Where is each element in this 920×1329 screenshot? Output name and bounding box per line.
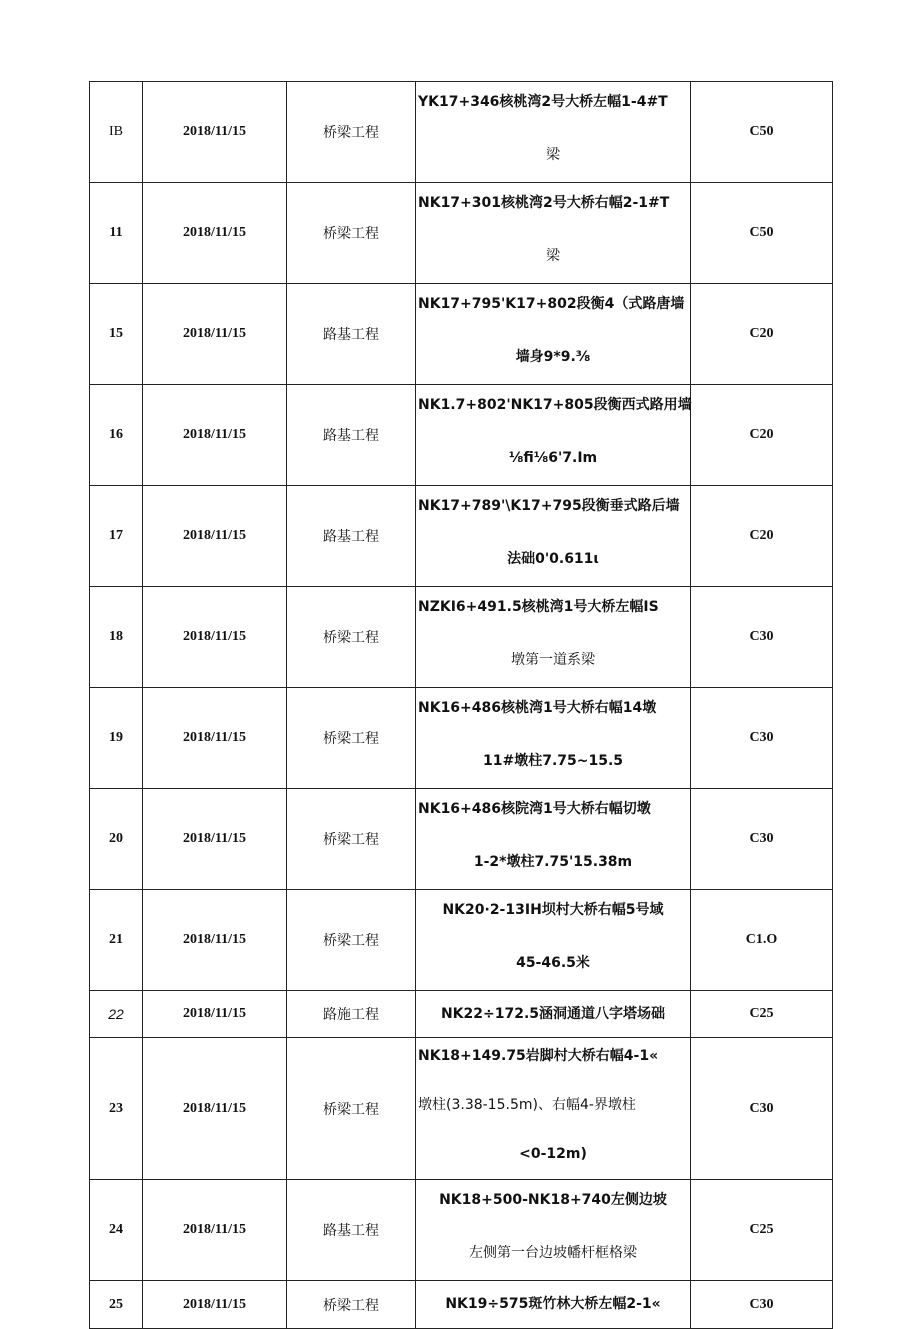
row-strength-grade: C20: [691, 486, 833, 587]
description-line-1: YK17+346核桃湾2号大桥左幅1-4#T: [418, 94, 668, 110]
row-date: 2018/11/15: [143, 587, 287, 688]
row-category: 路施工程: [287, 991, 416, 1038]
row-date: 2018/11/15: [143, 284, 287, 385]
description-line-1: NK16+486核院湾1号大桥右幅切墩: [418, 801, 651, 817]
table-row: [90, 1180, 833, 1281]
row-date: 2018/11/15: [143, 789, 287, 890]
description-line-1: NK22÷172.5涵洞通道八字塔场础: [440, 1006, 666, 1022]
description-line-2: 法础0'0.611ι: [507, 551, 599, 567]
row-category: 桥梁工程: [287, 82, 416, 183]
row-category: 桥梁工程: [287, 183, 416, 284]
row-date: 2018/11/15: [143, 890, 287, 991]
row-strength-grade: C30: [691, 1281, 833, 1329]
row-description: [416, 385, 691, 486]
row-date: 2018/11/15: [143, 82, 287, 183]
row-number: 22: [90, 991, 143, 1038]
description-line-1: NK19÷575斑竹林大桥左幅2-1«: [445, 1296, 661, 1312]
table-row: [90, 486, 833, 587]
row-category: 桥梁工程: [287, 890, 416, 991]
row-strength-grade: C50: [691, 82, 833, 183]
row-category: 桥梁工程: [287, 789, 416, 890]
row-number: 19: [90, 688, 143, 789]
description-line-1: NZKI6+491.5核桃湾1号大桥左幅IS: [418, 599, 659, 615]
row-description: [416, 688, 691, 789]
row-number: 25: [90, 1281, 143, 1329]
row-category: 路基工程: [287, 284, 416, 385]
row-date: 2018/11/15: [143, 385, 287, 486]
row-number: 15: [90, 284, 143, 385]
row-strength-grade: C20: [691, 284, 833, 385]
row-category: 路基工程: [287, 385, 416, 486]
row-strength-grade: C25: [691, 991, 833, 1038]
row-category: 桥梁工程: [287, 688, 416, 789]
row-description: [416, 284, 691, 385]
table-row: [90, 385, 833, 486]
row-category: 桥梁工程: [287, 1281, 416, 1329]
row-date: 2018/11/15: [143, 183, 287, 284]
row-date: 2018/11/15: [143, 486, 287, 587]
row-strength-grade: C50: [691, 183, 833, 284]
table-row: [90, 284, 833, 385]
table-row: [90, 688, 833, 789]
row-date: 2018/11/15: [143, 1038, 287, 1180]
table-row: [90, 1281, 833, 1329]
row-description: [416, 82, 691, 183]
row-number: IB: [90, 82, 143, 183]
row-number: 16: [90, 385, 143, 486]
row-description: [416, 991, 691, 1038]
row-number: 20: [90, 789, 143, 890]
table-row: [90, 183, 833, 284]
row-description: [416, 183, 691, 284]
description-line-2: 45-46.5米: [516, 955, 590, 971]
description-line-1: NK16+486核桃湾1号大桥右幅14墩: [418, 700, 657, 716]
row-strength-grade: C25: [691, 1180, 833, 1281]
table-row: [90, 991, 833, 1038]
table-row: [90, 1038, 833, 1180]
description-line-2: 梁: [546, 147, 560, 163]
description-line-2: 1-2*墩柱7.75'15.38m: [473, 854, 633, 870]
description-line-1: NK20·2-13IH坝村大桥右幅5号域: [442, 902, 664, 918]
description-line-1: NK17+795'K17+802段衡4（式路唐墙: [418, 296, 685, 312]
row-strength-grade: C20: [691, 385, 833, 486]
row-date: 2018/11/15: [143, 688, 287, 789]
row-description: [416, 1281, 691, 1329]
row-category: 桥梁工程: [287, 587, 416, 688]
description-line-2: 墙身9*9.⅜: [515, 349, 591, 365]
description-line-2: 左侧第一台边坡幡杆框格梁: [469, 1245, 637, 1261]
description-line-2: 墩第一道系梁: [511, 652, 595, 668]
table-row: [90, 890, 833, 991]
table-row: [90, 82, 833, 183]
row-strength-grade: C30: [691, 1038, 833, 1180]
row-category: 路基工程: [287, 1180, 416, 1281]
row-number: 17: [90, 486, 143, 587]
row-number: 18: [90, 587, 143, 688]
description-line-2: 11#墩柱7.75~15.5: [482, 753, 624, 769]
table-row: [90, 789, 833, 890]
description-line-1: NK18+500-NK18+740左侧边坡: [439, 1192, 667, 1208]
row-strength-grade: C30: [691, 789, 833, 890]
description-line-2: 墩柱(3.38-15.5m)、右幅4-界墩柱: [418, 1097, 636, 1113]
description-line-2: ⅛fi⅛6'7.Im: [508, 450, 598, 466]
description-line-1: NK1.7+802'NK17+805段衡西式路用墙: [418, 397, 692, 413]
table-row: [90, 587, 833, 688]
row-number: 11: [90, 183, 143, 284]
row-description: [416, 1180, 691, 1281]
row-description: [416, 789, 691, 890]
description-line-3: <0-12m): [519, 1146, 587, 1162]
row-date: 2018/11/15: [143, 1281, 287, 1329]
row-strength-grade: C1.O: [691, 890, 833, 991]
row-category: 桥梁工程: [287, 1038, 416, 1180]
description-line-1: NK17+789'\K17+795段衡垂式路后墙: [418, 498, 680, 514]
row-strength-grade: C30: [691, 587, 833, 688]
row-description: [416, 587, 691, 688]
row-description: [416, 1038, 691, 1180]
row-date: 2018/11/15: [143, 991, 287, 1038]
concrete-pour-log-table: [89, 81, 833, 1329]
row-date: 2018/11/15: [143, 1180, 287, 1281]
row-description: [416, 486, 691, 587]
row-number: 23: [90, 1038, 143, 1180]
row-number: 24: [90, 1180, 143, 1281]
description-line-2: 梁: [546, 248, 560, 264]
row-strength-grade: C30: [691, 688, 833, 789]
description-line-1: NK18+149.75岩脚村大桥右幅4-1«: [418, 1048, 659, 1064]
description-line-1: NK17+301核桃湾2号大桥右幅2-1#T: [418, 195, 670, 211]
row-description: [416, 890, 691, 991]
row-category: 路基工程: [287, 486, 416, 587]
row-number: 21: [90, 890, 143, 991]
